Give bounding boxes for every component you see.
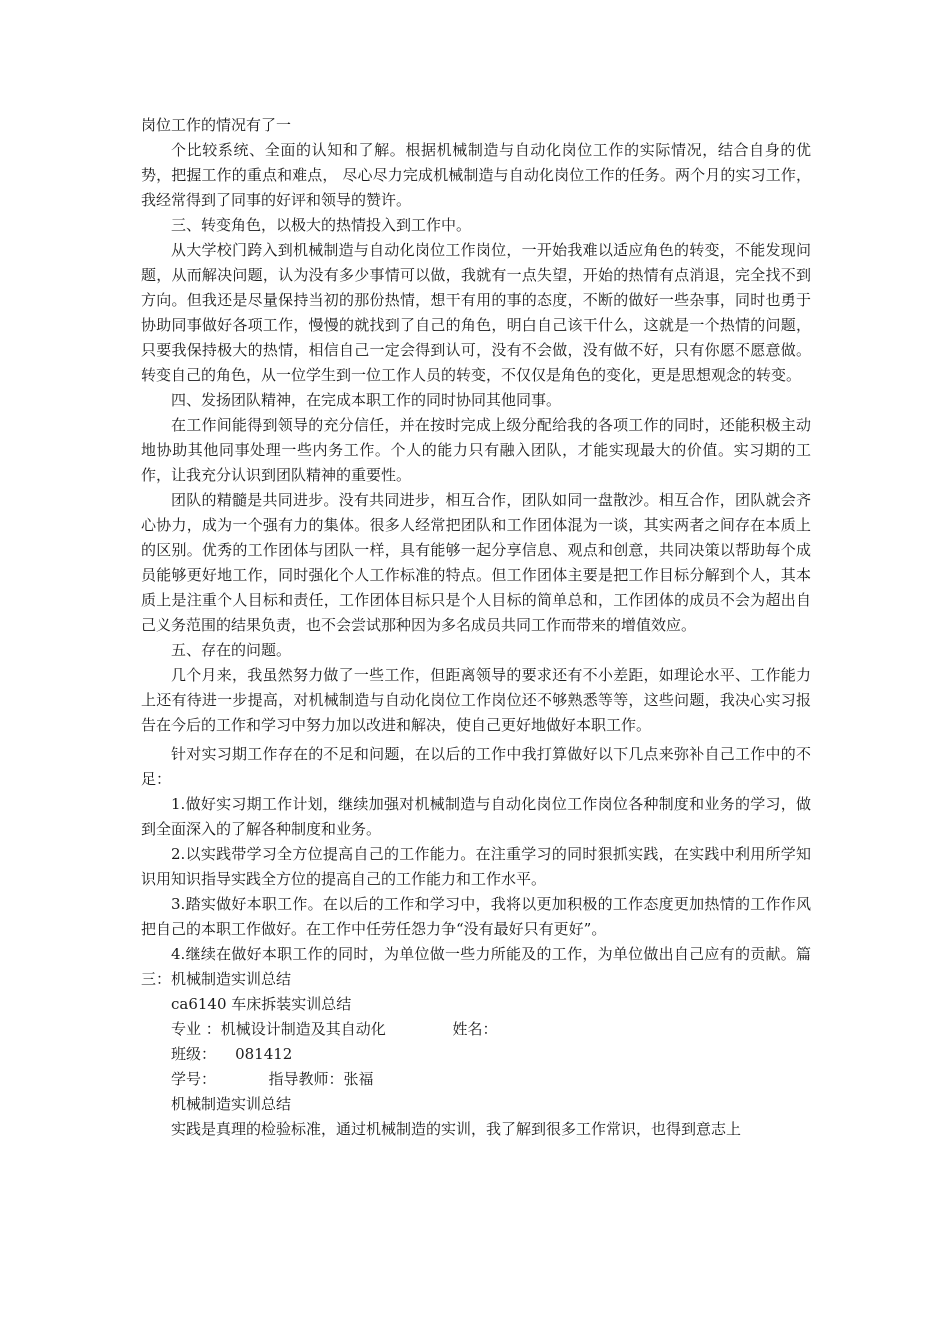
info-student-teacher: 学号： 指导教师：张福 — [171, 1070, 374, 1088]
list-item-2: 2.以实践带学习全方位提高自己的工作能力。在注重学习的同时狠抓实践，在实践中利用所学知识用知识指导实践全方位的提高自己的工作能力和工作水平。 — [141, 845, 811, 888]
paragraph-problems: 几个月来，我虽然努力做了一些工作，但距离领导的要求还有不小差距，如理论水平、工作能力上还有待进一步提高，对机械制造与自动化岗位工作岗位还不够熟悉等等，这些问题，我决心实习报告在今后的工作和学习中努力加以改进和解决，使自己更好地做好本职工作。 — [141, 666, 811, 734]
paragraph-continuation: 岗位工作的情况有了一 — [141, 116, 292, 134]
info-class: 班级： 081412 — [171, 1045, 293, 1063]
subtitle-training: ca6140 车床拆装实训总结 — [171, 995, 352, 1013]
paragraph-practice: 实践是真理的检验标准，通过机械制造的实训，我了解到很多工作常识，也得到意志上 — [171, 1120, 742, 1138]
paragraph-plan-intro: 针对实习期工作存在的不足和问题，在以后的工作中我打算做好以下几点来弥补自己工作中的不足： — [141, 745, 811, 788]
list-item-3: 3.踏实做好本职工作。在以后的工作和学习中，我将以更加积极的工作态度更加热情的工作作风把自己的本职工作做好。在工作中任劳任怨力争“没有最好只有更好”。 — [141, 895, 811, 938]
paragraph-trust: 在工作间能得到领导的充分信任，并在按时完成上级分配给我的各项工作的同时，还能积极主动地协助其他同事处理一些内务工作。个人的能力只有融入团队，才能实现最大的价值。实习期的工作，让我充分认识到团队精神的重要性。 — [141, 416, 811, 484]
section-heading-4: 四、发扬团队精神，在完成本职工作的同时协同其他同事。 — [171, 391, 562, 409]
paragraph-role-change: 从大学校门跨入到机械制造与自动化岗位工作岗位，一开始我难以适应角色的转变，不能发现问题，从而解决问题，认为没有多少事情可以做，我就有一点失望，开始的热情有点消退，完全找不到方向。但我还是尽量保持当初的那份热情，想干有用的事的态度，不断的做好一些杂事，同时也勇于协助同事做好各项工作，慢慢的就找到了自己的角色，明白自己该干什么，这就是一个热情的问题，只要我保持极大的热情，相信自己一定会得到认可，没有不会做，没有做不好，只有你愿不愿意做。转变自己的角色，从一位学生到一位工作人员的转变，不仅仅是角色的变化，更是思想观念的转变。 — [141, 241, 811, 384]
section-heading-3: 三、转变角色，以极大的热情投入到工作中。 — [171, 216, 472, 234]
paragraph-summary: 个比较系统、全面的认知和了解。根据机械制造与自动化岗位工作的实际情况，结合自身的优势，把握工作的重点和难点， 尽心尽力完成机械制造与自动化岗位工作的任务。两个月的实习工作，我经常得到了同事的好评和领导的赞许。 — [141, 141, 811, 209]
info-major-name: 专业 ：机械设计制造及其自动化 姓名： — [171, 1020, 498, 1038]
section-heading-5: 五、存在的问题。 — [171, 641, 292, 659]
section-title-summary: 机械制造实训总结 — [171, 1095, 292, 1113]
document-page — [141, 113, 811, 1142]
list-item-1: 1.做好实习期工作计划，继续加强对机械制造与自动化岗位工作岗位各种制度和业务的学习，做到全面深入的了解各种制度和业务。 — [141, 795, 811, 838]
paragraph-team-essence: 团队的精髓是共同进步。没有共同进步，相互合作，团队如同一盘散沙。相互合作，团队就会齐心协力，成为一个强有力的集体。很多人经常把团队和工作团体混为一谈，其实两者之间存在本质上的区别。优秀的工作团体与团队一样，具有能够一起分享信息、观点和创意，共同决策以帮助每个成员能够更好地工作，同时强化个人工作标准的特点。但工作团体主要是把工作目标分解到个人，其本质上是注重个人目标和责任，工作团体目标只是个人目标的简单总和，工作团体的成员不会为超出自己义务范围的结果负责，也不会尝试那种因为多名成员共同工作而带来的增值效应。 — [141, 491, 811, 634]
list-item-4: 4.继续在做好本职工作的同时，为单位做一些力所能及的工作，为单位做出自己应有的贡献。篇三：机械制造实训总结 — [141, 945, 811, 988]
